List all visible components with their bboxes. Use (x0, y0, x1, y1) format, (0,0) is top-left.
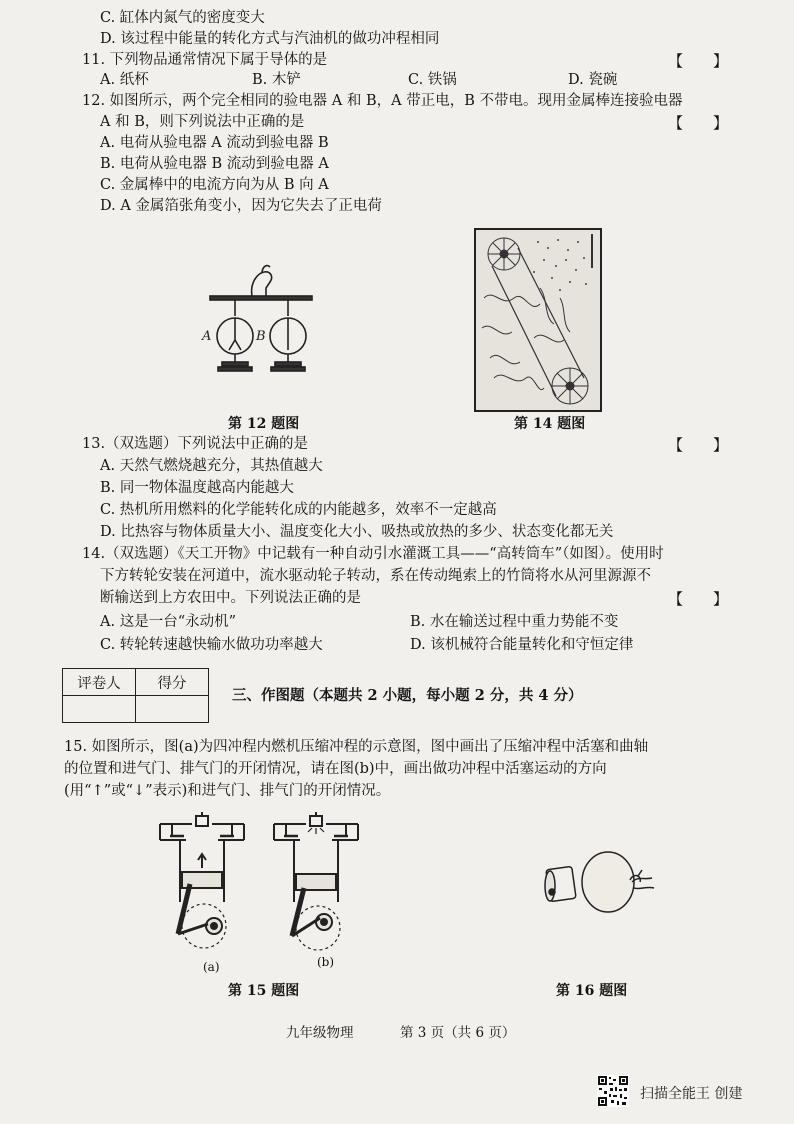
score-table-grader-cell[interactable] (63, 696, 136, 723)
fig15b-label: (b) (317, 955, 335, 969)
section-3-heading: 三、作图题（本题共 2 小题，每小题 2 分，共 4 分） (232, 687, 583, 704)
q12-stem-line2: A 和 B，则下列说法中正确的是 (100, 114, 305, 130)
q15-line3: (用“↑”或“↓”表示)和进气门、排气门的开闭情况。 (64, 783, 391, 799)
q13-option-a: A. 天然气燃烧越充分，其热值越大 (100, 458, 323, 474)
q15-line1: 15. 如图所示，图(a)为四冲程内燃机压缩冲程的示意图，图中画出了压缩冲程中活塞和曲轴 (64, 739, 649, 755)
electroscope-label-b: B (256, 329, 266, 344)
q13-option-b: B. 同一物体温度越高内能越大 (100, 480, 294, 496)
footer-page-number: 第 3 页（共 6 页） (400, 1025, 516, 1041)
fig15a-label: (a) (203, 960, 220, 974)
fig12-caption: 第 12 题图 (228, 416, 300, 432)
score-table (62, 668, 209, 723)
q11-stem: 11. 下列物品通常情况下属于导体的是 (82, 52, 328, 68)
q11-answer-bracket: 【 】 (668, 52, 729, 70)
q14-stem-line2: 下方转轮安装在河道中，流水驱动轮子转动，系在传动绳索上的竹筒将水从河里源源不 (100, 568, 651, 584)
score-table-grader-header: 评卷人 (63, 669, 136, 696)
score-table-score-header: 得分 (136, 669, 209, 696)
q12-answer-bracket: 【 】 (668, 114, 729, 132)
q14-option-c: C. 转轮转速越快输水做功功率越大 (100, 637, 323, 653)
q14-option-b: B. 水在输送过程中重力势能不变 (410, 614, 619, 630)
fig14-caption: 第 14 题图 (514, 416, 586, 432)
q12-option-a: A. 电荷从验电器 A 流动到验电器 B (100, 135, 329, 151)
q12-option-b: B. 电荷从验电器 B 流动到验电器 A (100, 156, 329, 172)
q11-option-d: D. 瓷碗 (568, 72, 618, 88)
q10-option-c: C. 缸体内氮气的密度变大 (100, 10, 265, 26)
q15-line2: 的位置和进气门、排气门的开闭情况，请在图(b)中，画出做功冲程中活塞运动的方向 (64, 761, 607, 777)
q13-stem: 13.（双选题）下列说法中正确的是 (82, 436, 309, 452)
q13-answer-bracket: 【 】 (668, 436, 729, 454)
fig15-caption: 第 15 题图 (228, 983, 300, 999)
q14-answer-bracket: 【 】 (668, 590, 729, 608)
q14-stem-line3: 断输送到上方农田中。下列说法正确的是 (100, 590, 361, 606)
q14-option-a: A. 这是一台“永动机” (100, 614, 237, 630)
balloon-can-figure (540, 842, 660, 922)
q12-stem-line1: 12. 如图所示，两个完全相同的验电器 A 和 B，A 带正电，B 不带电。现用金属棒连接验电器 (82, 93, 683, 109)
electroscope-label-a: A (202, 329, 212, 344)
q11-option-b: B. 木铲 (252, 72, 301, 88)
fig16-caption: 第 16 题图 (556, 983, 628, 999)
scanner-watermark: 扫描全能王 创建 (640, 1086, 743, 1102)
q12-option-c: C. 金属棒中的电流方向为从 B 向 A (100, 177, 329, 193)
score-table-score-cell[interactable] (136, 696, 209, 723)
q11-option-a: A. 纸杯 (100, 72, 149, 88)
electroscope-figure (200, 258, 320, 378)
q10-option-d: D. 该过程中能量的转化方式与汽油机的做功冲程相同 (100, 31, 440, 47)
qr-code-icon (597, 1075, 629, 1107)
q13-option-c: C. 热机所用燃料的化学能转化成的内能越多，效率不一定越高 (100, 502, 497, 518)
q11-option-c: C. 铁锅 (408, 72, 457, 88)
q12-option-d: D. A 金属箔张角变小，因为它失去了正电荷 (100, 198, 382, 214)
engine-diagram-a (156, 812, 248, 952)
engine-diagram-b (270, 812, 362, 952)
footer-subject: 九年级物理 (286, 1025, 354, 1041)
q14-option-d: D. 该机械符合能量转化和守恒定律 (410, 637, 634, 653)
q14-stem-line1: 14.（双选题）《天工开物》中记载有一种自动引水灌溉工具——“高转筒车”（如图）。使用时 (82, 546, 664, 562)
q13-option-d: D. 比热容与物体质量大小、温度变化大小、吸热或放热的多少、状态变化都无关 (100, 524, 614, 540)
water-wheel-figure (474, 228, 602, 412)
